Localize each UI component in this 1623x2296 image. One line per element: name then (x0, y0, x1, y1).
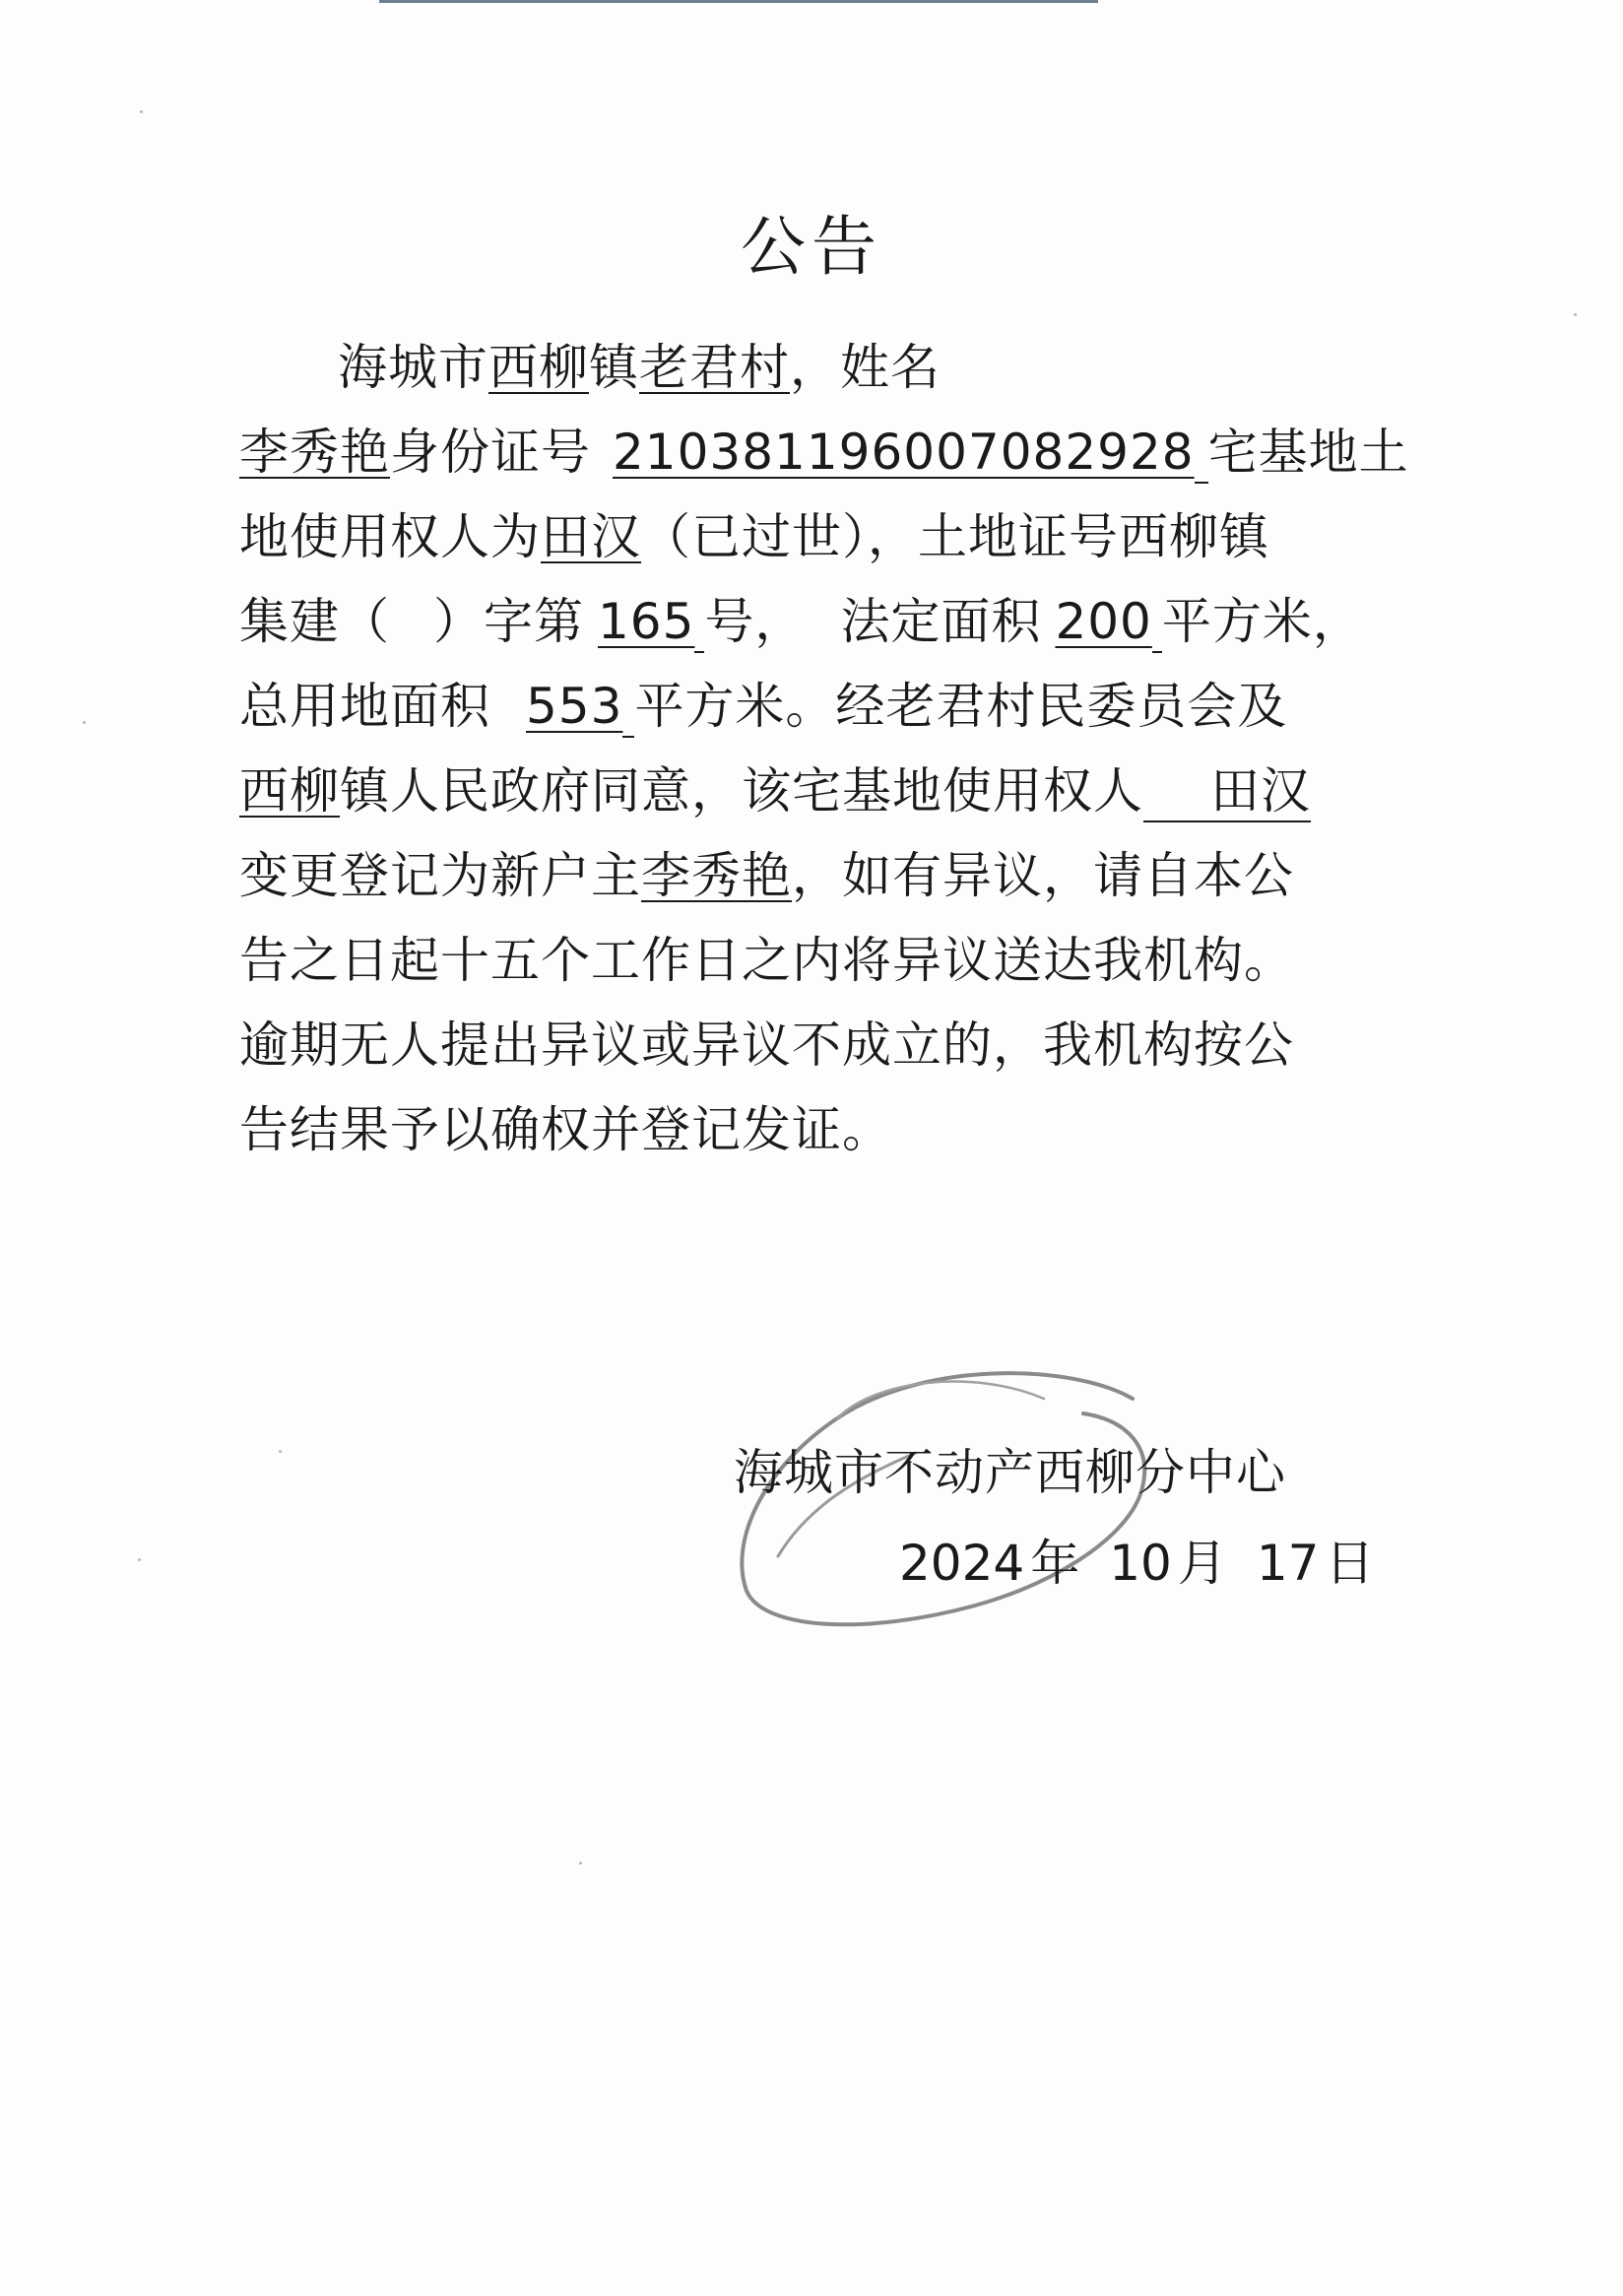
text: 海城市 (338, 339, 488, 396)
body-line-1 (239, 325, 1382, 410)
scan-speck (279, 1450, 282, 1453)
text: 集建（ (239, 593, 390, 650)
date-month: 10 (1109, 1535, 1172, 1592)
text: 身份证号 (390, 424, 591, 481)
body-line-8: 告之日起十五个工作日之内将异议送达我机构。 (239, 932, 1294, 989)
text: 总用地面积 (239, 678, 490, 735)
text: ）字第 (433, 593, 584, 650)
scan-speck (140, 110, 143, 113)
text: 法定面积 (840, 593, 1042, 650)
text: 号， (704, 593, 806, 650)
scan-speck (83, 721, 86, 724)
body-line-10: 告结果予以确权并登记发证。 (239, 1101, 892, 1158)
applicant-name: 李秀艳 (239, 424, 390, 481)
text: 宅基地土 (1207, 424, 1409, 481)
town-name: 西柳 (488, 339, 589, 396)
top-edge-rule (379, 0, 1098, 3)
text: 镇 (589, 339, 639, 396)
new-owner-name: 李秀艳 (641, 847, 792, 904)
date-day: 17 (1256, 1535, 1320, 1592)
notice-body (239, 325, 1409, 1172)
town-name: 西柳 (239, 762, 340, 820)
text: 平方米， (1161, 593, 1363, 650)
scan-speck (579, 1862, 582, 1865)
id-number: 210381196007082928 (613, 424, 1195, 481)
notice-title: 公告 (741, 209, 882, 285)
former-holder-name: 田汉 (541, 508, 641, 565)
text: 镇人民政府同意，该宅基地使用权人 (340, 762, 1143, 820)
body-line-4 (239, 579, 1382, 664)
signoff-block (734, 1438, 1375, 1598)
text: （已过世），土地证号西柳镇 (641, 508, 1269, 565)
body-line-6 (239, 749, 1382, 833)
text: ，如有异议，请自本公 (792, 847, 1294, 904)
body-line-2 (239, 410, 1409, 494)
former-holder-name: 田汉 (1143, 761, 1311, 822)
body-line-9: 逾期无人提出异议或异议不成立的，我机构按公 (239, 1017, 1294, 1074)
body-line-5 (239, 664, 1382, 749)
text: 地使用权人为 (239, 508, 541, 565)
total-area: 553 (526, 678, 623, 735)
scan-speck (138, 1558, 141, 1561)
date-year-unit: 年 (1030, 1535, 1080, 1592)
village-name: 老君村 (639, 339, 790, 396)
text: ，姓名 (790, 339, 941, 396)
date-day-unit: 日 (1325, 1535, 1375, 1592)
issuing-organization: 海城市不动产西柳分中心 (734, 1444, 1286, 1501)
date-year: 2024 (899, 1535, 1025, 1592)
text: 平方米。经老君村民委员会及 (634, 678, 1288, 735)
legal-area: 200 (1055, 593, 1152, 650)
scan-speck (1574, 313, 1577, 316)
text: 变更登记为新户主 (239, 847, 641, 904)
issue-date (734, 1529, 1375, 1598)
body-line-7 (239, 833, 1382, 918)
date-month-unit: 月 (1177, 1535, 1227, 1592)
certificate-number: 165 (598, 593, 695, 650)
body-line-3 (239, 494, 1382, 579)
